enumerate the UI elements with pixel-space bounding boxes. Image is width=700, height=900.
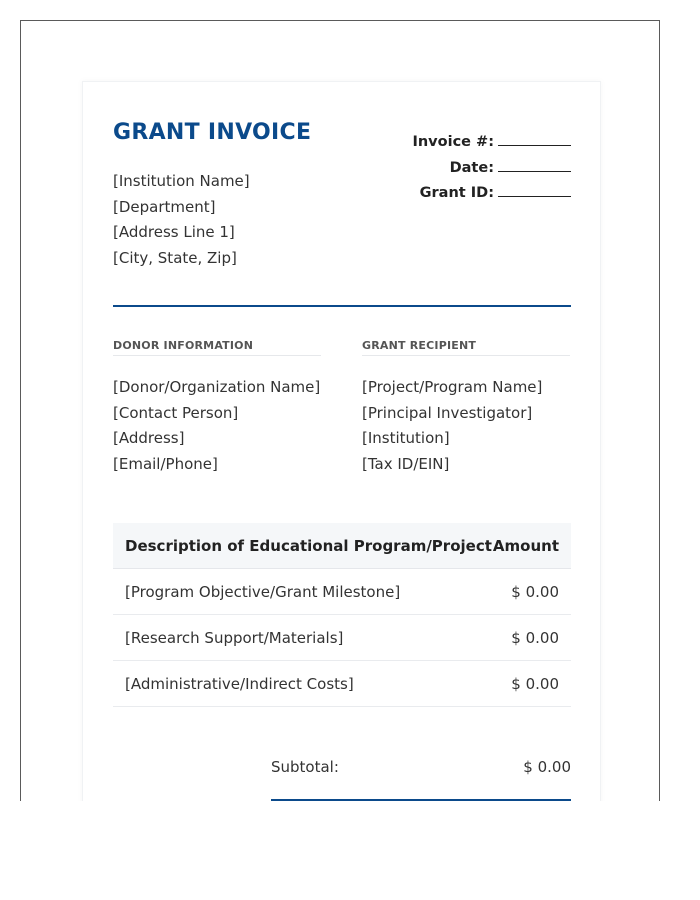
address-line-1: [Address Line 1] (113, 223, 235, 242)
city-state-zip: [City, State, Zip] (113, 248, 237, 267)
date-blank[interactable] (498, 158, 571, 172)
donor-email-phone: [Email/Phone] (113, 454, 218, 473)
subtotal-label: Subtotal: (271, 758, 339, 776)
invoice-number-blank[interactable] (498, 132, 571, 146)
invoice-paper (82, 81, 601, 801)
grant-id-label: Grant ID: (419, 185, 494, 202)
header-divider (113, 305, 571, 307)
invoice-number-row (412, 130, 571, 156)
line-items-table (113, 523, 571, 707)
grant-id-blank[interactable] (498, 183, 571, 197)
recipient-section (362, 339, 570, 477)
row-amount: $ 0.00 (511, 582, 559, 601)
invoice-title: GRANT INVOICE (113, 120, 312, 145)
subtotal-value: $ 0.00 (523, 758, 571, 776)
date-label: Date: (449, 159, 494, 176)
donor-address: [Address] (113, 429, 185, 448)
recipient-institution: [Institution] (362, 429, 450, 448)
donor-section (113, 339, 321, 477)
invoice-meta (412, 130, 571, 207)
row-description: [Research Support/Materials] (125, 628, 344, 647)
row-amount: $ 0.00 (511, 674, 559, 693)
institution-address (113, 169, 250, 271)
subtotal-row (271, 758, 571, 776)
subtotal-divider (271, 799, 571, 801)
donor-name: [Donor/Organization Name] (113, 378, 321, 396)
table-row (113, 661, 571, 707)
table-header (113, 523, 571, 569)
description-header: Description of Educational Program/Project (125, 536, 492, 555)
donor-lines (113, 375, 321, 477)
principal-investigator: [Principal Investigator] (362, 403, 533, 422)
grant-id-row (412, 181, 571, 207)
row-description: [Administrative/Indirect Costs] (125, 674, 354, 693)
project-name: [Project/Program Name] (362, 378, 543, 396)
recipient-lines (362, 375, 570, 477)
institution-name: [Institution Name] (113, 172, 250, 190)
department: [Department] (113, 197, 216, 216)
date-row (412, 156, 571, 182)
amount-header: Amount (492, 536, 559, 555)
tax-id: [Tax ID/EIN] (362, 454, 450, 473)
row-amount: $ 0.00 (511, 628, 559, 647)
row-description: [Program Objective/Grant Milestone] (125, 582, 401, 601)
document-frame (20, 20, 660, 801)
table-row (113, 569, 571, 615)
donor-heading: DONOR INFORMATION (113, 339, 321, 356)
invoice-number-label: Invoice #: (412, 134, 494, 150)
recipient-heading: GRANT RECIPIENT (362, 339, 570, 356)
table-row (113, 615, 571, 661)
donor-contact: [Contact Person] (113, 403, 239, 422)
